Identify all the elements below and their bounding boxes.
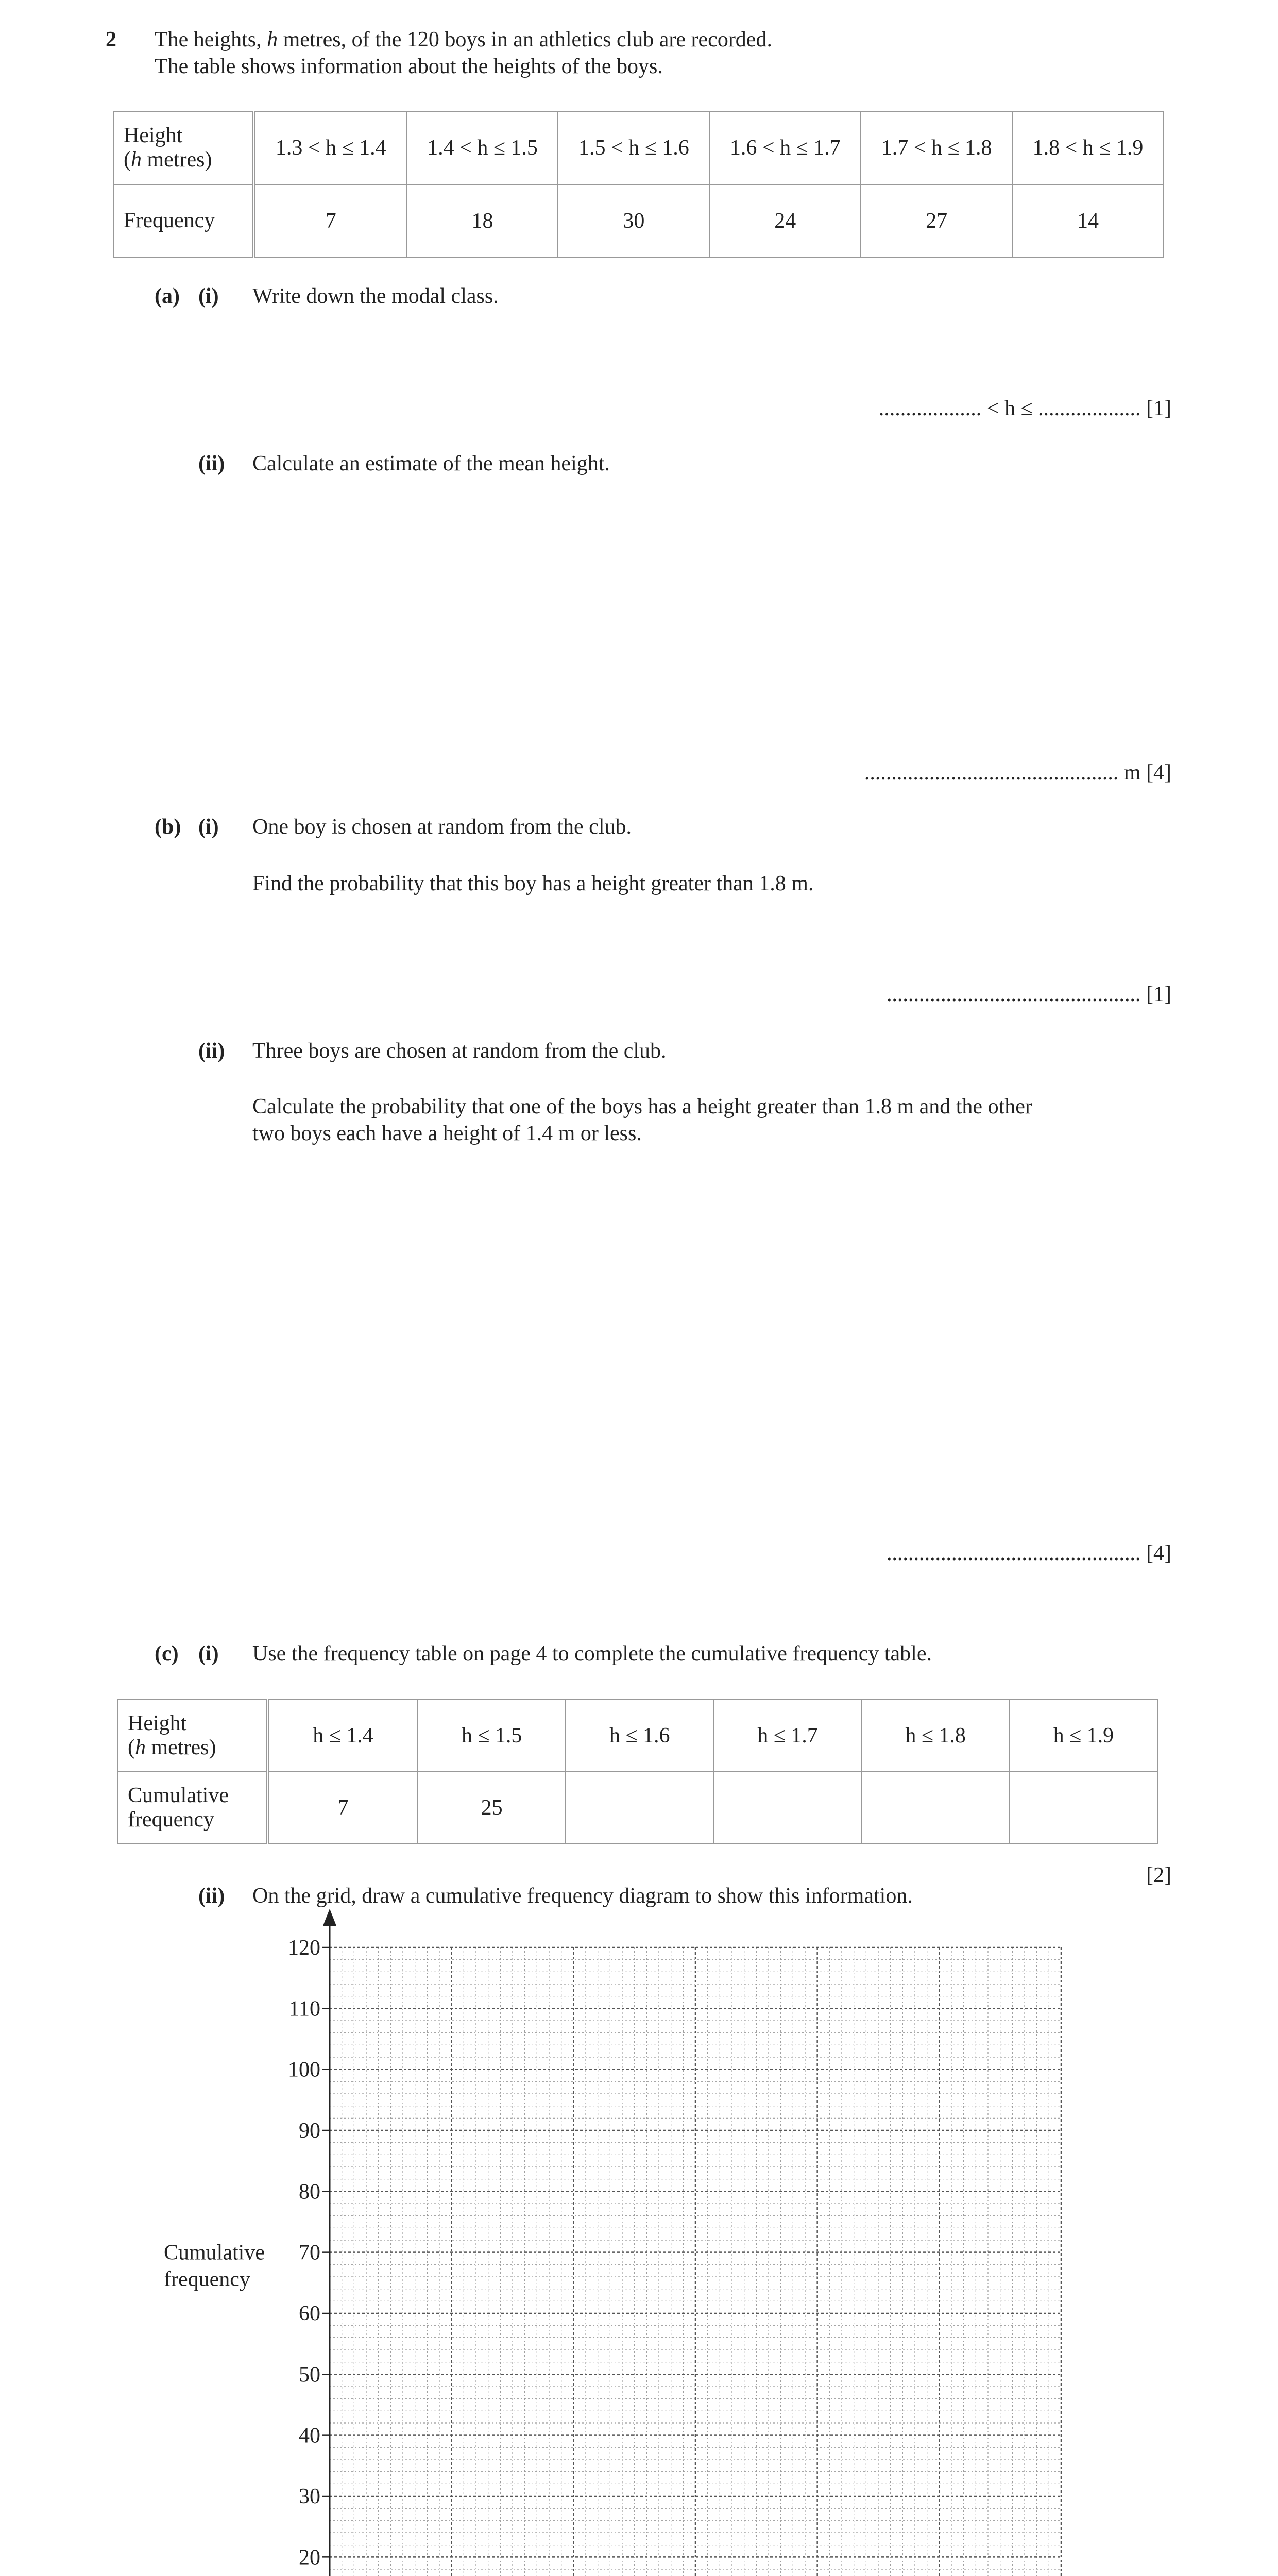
cf-column-cell: h ≤ 1.8 [862, 1700, 1010, 1772]
part-b-ii-text1: Three boys are chosen at random from the club. [252, 1039, 667, 1063]
cf-header-unit: metres) [146, 1736, 216, 1759]
cumulative-frequency-grid[interactable] [0, 1906, 1278, 2576]
class-cell: 1.4 < h ≤ 1.5 [407, 111, 558, 184]
cumulative-frequency-table [117, 1699, 1158, 1844]
cf-table-header-label: Height (h metres) [118, 1700, 267, 1772]
y-tick-label: 100 [288, 2058, 320, 2082]
frequency-cell: 27 [861, 184, 1012, 258]
part-c-ii-text: On the grid, draw a cumulative frequency diagram to show this information. [252, 1884, 913, 1908]
cf-column-cell: h ≤ 1.6 [566, 1700, 713, 1772]
part-b-i-text1: One boy is chosen at random from the club. [252, 815, 632, 839]
part-a-i-label: (i) [198, 284, 219, 308]
question-intro-line2: The table shows information about the heights of the boys. [155, 55, 663, 78]
frequency-cell: 30 [558, 184, 709, 258]
y-tick-label: 80 [299, 2180, 320, 2204]
part-b-i-label: (i) [198, 815, 219, 839]
y-tick-label: 110 [288, 1997, 320, 2021]
y-axis-arrow [323, 1909, 336, 1926]
part-a-ii-answer-line[interactable]: ............................................... m [4] [864, 761, 1171, 785]
question-intro-line1 [155, 27, 772, 53]
cf-header-line1: Height [128, 1711, 187, 1735]
cf-row-label-line2: frequency [128, 1808, 214, 1832]
class-cell: 1.3 < h ≤ 1.4 [254, 111, 407, 184]
part-b-i-answer-line[interactable]: ............................................... [1] [887, 982, 1171, 1006]
y-tick-label: 20 [299, 2546, 320, 2570]
frequency-cell: 14 [1012, 184, 1164, 258]
y-tick-label: 50 [299, 2363, 320, 2387]
part-a-ii-label: (ii) [198, 452, 225, 476]
frequency-cell: 18 [407, 184, 558, 258]
cf-column-cell: h ≤ 1.5 [418, 1700, 566, 1772]
part-c-label: (c) [155, 1642, 179, 1666]
freq-table-row-label: Frequency [114, 184, 254, 258]
part-b-label: (b) [155, 815, 181, 839]
cf-value-input-cell[interactable] [713, 1772, 861, 1844]
cf-value-input-cell[interactable] [566, 1772, 713, 1844]
part-a-ii-text: Calculate an estimate of the mean height. [252, 452, 610, 476]
class-cell: 1.8 < h ≤ 1.9 [1012, 111, 1164, 184]
part-c-i-label: (i) [198, 1642, 219, 1666]
y-tick-label: 30 [299, 2485, 320, 2509]
cf-value-cell: 7 [267, 1772, 418, 1844]
part-b-ii-answer-line[interactable]: ............................................... [4] [887, 1541, 1171, 1565]
intro-post: metres, of the 120 boys in an athletics club are recorded. [278, 28, 772, 52]
y-axis-label-line1: Cumulative [164, 2241, 265, 2265]
question-number: 2 [106, 28, 116, 52]
part-b-ii-text3: two boys each have a height of 1.4 m or less. [252, 1122, 642, 1145]
part-b-ii-text2: Calculate the probability that one of the boys has a height greater than 1.8 m and the other [252, 1095, 1032, 1118]
part-b-i-text2: Find the probability that this boy has a height greater than 1.8 m. [252, 872, 814, 895]
cf-value-cell: 25 [418, 1772, 566, 1844]
y-tick-label: 120 [288, 1936, 320, 1960]
frequency-table [113, 111, 1164, 258]
cf-table-row-label [118, 1772, 267, 1844]
y-tick-label: 70 [299, 2241, 320, 2265]
frequency-cell: 24 [709, 184, 861, 258]
part-c-i-text: Use the frequency table on page 4 to complete the cumulative frequency table. [252, 1642, 932, 1666]
part-c-ii-label: (ii) [198, 1884, 225, 1908]
class-cell: 1.7 < h ≤ 1.8 [861, 111, 1012, 184]
y-tick-label: 40 [299, 2424, 320, 2448]
intro-var: h [267, 28, 278, 52]
freq-header-var: h [131, 148, 142, 172]
freq-header-line1: Height [124, 123, 183, 147]
part-a-i-text: Write down the modal class. [252, 284, 499, 308]
intro-pre: The heights, [155, 28, 267, 52]
cf-column-cell: h ≤ 1.4 [267, 1700, 418, 1772]
part-a-label: (a) [155, 284, 180, 308]
part-c-i-marks: [2] [1146, 1863, 1171, 1887]
freq-table-header-label: Height (h metres) [114, 111, 254, 184]
cf-value-input-cell[interactable] [862, 1772, 1010, 1844]
cf-header-var: h [135, 1736, 146, 1759]
cf-column-cell: h ≤ 1.7 [713, 1700, 861, 1772]
class-cell: 1.5 < h ≤ 1.6 [558, 111, 709, 184]
cf-value-input-cell[interactable] [1010, 1772, 1157, 1844]
freq-header-unit: metres) [142, 148, 212, 172]
y-tick-label: 90 [299, 2119, 320, 2143]
class-cell: 1.6 < h ≤ 1.7 [709, 111, 861, 184]
part-a-i-answer-line[interactable]: ................... < h ≤ ................... [1] [878, 397, 1171, 420]
part-b-ii-label: (ii) [198, 1039, 225, 1063]
cf-column-cell: h ≤ 1.9 [1010, 1700, 1157, 1772]
y-tick-label: 60 [299, 2302, 320, 2326]
cf-row-label-line1: Cumulative [128, 1783, 229, 1807]
y-axis-label-line2: frequency [164, 2267, 250, 2292]
frequency-cell: 7 [254, 184, 407, 258]
